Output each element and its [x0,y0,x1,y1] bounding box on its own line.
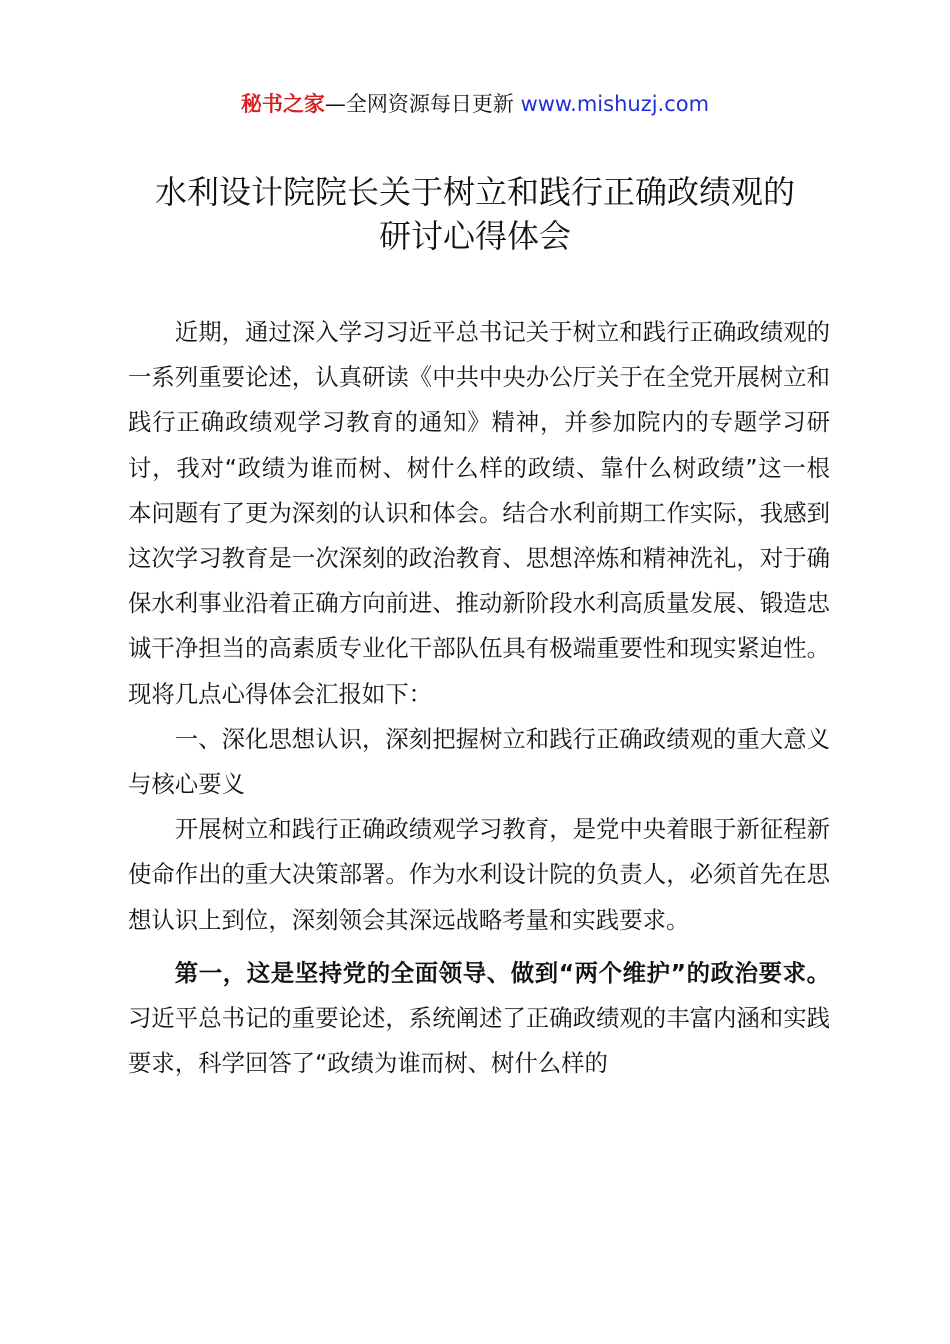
point-1-lead: 第一，这是坚持党的全面领导、做到“两个维护”的政治要求。 [174,958,830,987]
section-heading-1: 一、深化思想认识，深刻把握树立和践行正确政绩观的重大意义与核心要义 [128,724,830,799]
section-1-paragraph: 开展树立和践行正确政绩观学习教育，是党中央着眼于新征程新使命作出的重大决策部署。作为水利设计院的负责人，必须首先在思想认识上到位，深刻领会其深远战略考量和实践要求。 [128,815,830,934]
document-title [100,170,850,258]
site-url-link[interactable]: www.mishuzj.com [520,92,710,116]
site-tagline: —全网资源每日更新 [324,92,521,116]
intro-paragraph: 近期，通过深入学习习近平总书记关于树立和践行正确政绩观的一系列重要论述，认真研读《中共中央办公厅关于在全党开展树立和践行正确政绩观学习教育的通知》精神，并参加院内的专题学习研讨，我对“政绩为谁而树、树什么样的政绩、靠什么树政绩”这一根本问题有了更为深刻的认识和体会。结合水利前期工作实际，我感到这次学习教育是一次深刻的政治教育、思想淬炼和精神洗礼，对于确保水利事业沿着正确方向前进、推动新阶段水利高质量发展、锻造忠诚干净担当的高素质专业化干部队伍具有极端重要性和现实紧迫性。现将几点心得体会汇报如下： [128,318,830,708]
document-body [128,310,830,1086]
point-1-text: 习近平总书记的重要论述，系统阐述了正确政绩观的丰富内涵和实践要求，科学回答了“政绩为谁而树、树什么样的 [128,1004,830,1078]
site-header [0,88,950,120]
title-line-2: 研讨心得体会 [378,217,571,255]
site-name: 秘书之家 [240,92,325,116]
point-1-paragraph [128,951,830,1087]
title-line-1: 水利设计院院长关于树立和践行正确政绩观的 [154,173,795,211]
